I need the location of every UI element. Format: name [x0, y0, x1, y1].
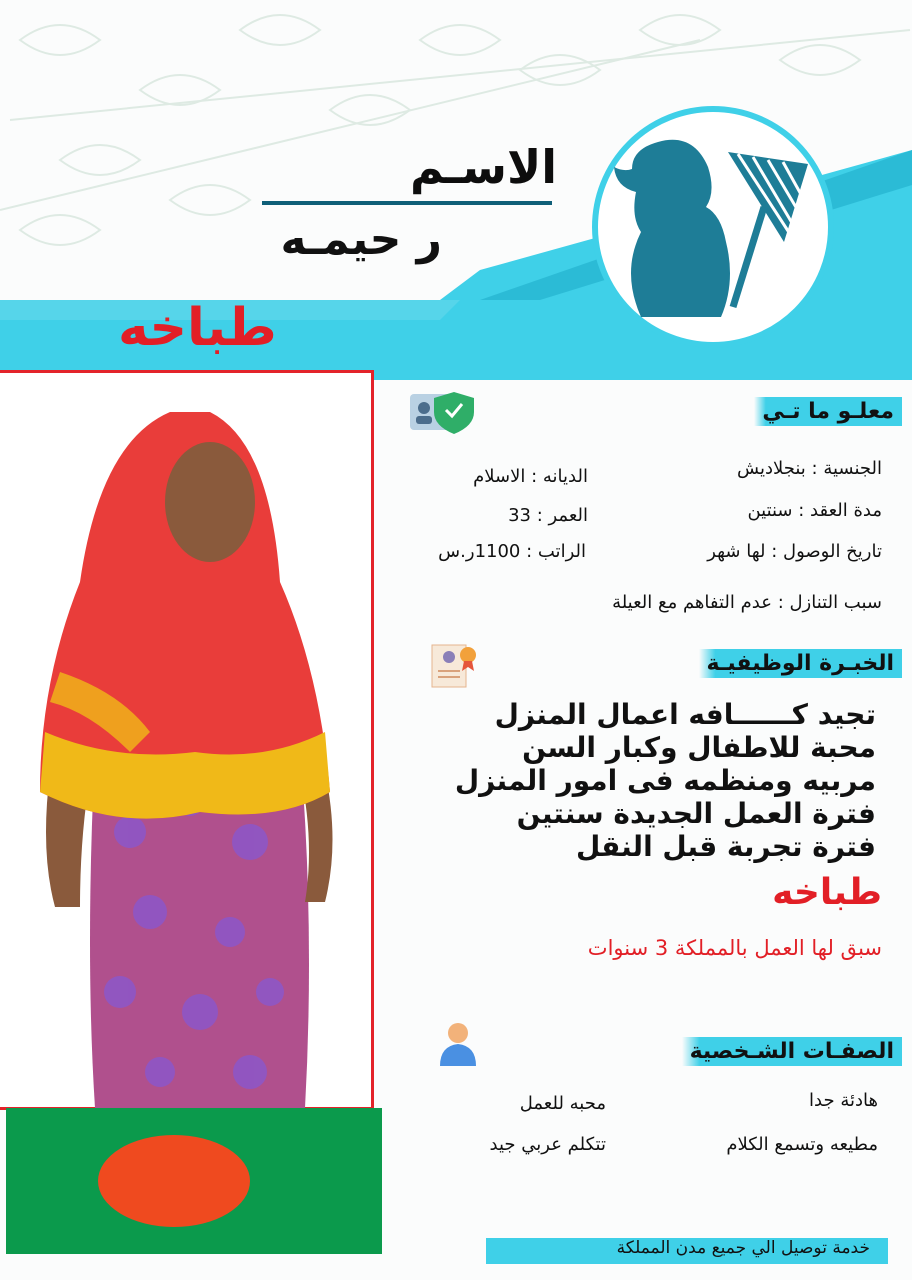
trait: محبه للعمل — [519, 1093, 606, 1114]
delivery-note: خدمة توصيل الي جميع مدن المملكة — [616, 1238, 870, 1258]
bangladesh-flag-disc — [98, 1135, 250, 1227]
contract-duration: مدة العقد : سنتين — [747, 500, 882, 521]
job-type: طباخه — [772, 872, 882, 913]
trait: تتكلم عربي جيد — [489, 1134, 606, 1155]
age: العمر : 33 — [508, 505, 588, 526]
traits-section-title: الصفـات الشـخصية — [682, 1037, 902, 1066]
maid-silhouette-icon — [588, 102, 838, 352]
verified-id-card-icon — [408, 388, 478, 436]
nationality: الجنسية : بنجلاديش — [737, 458, 882, 479]
arrival-date: تاريخ الوصول : لها شهر — [707, 541, 882, 562]
waiver-reason: سبب التنازل : عدم التفاهم مع العيلة — [612, 592, 882, 613]
job-title: طباخه — [118, 298, 277, 358]
name-divider — [262, 201, 552, 205]
experience-line: فترة تجربة قبل النقل — [575, 830, 876, 863]
certificate-icon — [430, 641, 478, 691]
experience-line: مربيه ومنظمه فى امور المنزل — [454, 764, 876, 797]
trait: هادئة جدا — [809, 1090, 878, 1111]
trait: مطيعه وتسمع الكلام — [726, 1134, 878, 1155]
experience-line: محبة للاطفال وكبار السن — [522, 731, 876, 764]
experience-section-title: الخبـرة الوظيفيـة — [699, 649, 902, 678]
worker-photo — [0, 372, 372, 1108]
experience-line: فترة العمل الجديدة سنتين — [516, 797, 876, 830]
experience-line: تجيد كــــــافه اعمال المنزل — [494, 698, 876, 731]
salary: الراتب : 1100ر.س — [438, 541, 586, 562]
religion: الديانه : الاسلام — [473, 466, 588, 487]
name-label: الاسـم — [409, 140, 557, 194]
worker-name: ر حيمـه — [280, 214, 442, 265]
person-icon — [436, 1020, 480, 1068]
prior-work-experience: سبق لها العمل بالمملكة 3 سنوات — [587, 936, 882, 960]
info-section-title: معلـو ما تـي — [754, 397, 902, 426]
